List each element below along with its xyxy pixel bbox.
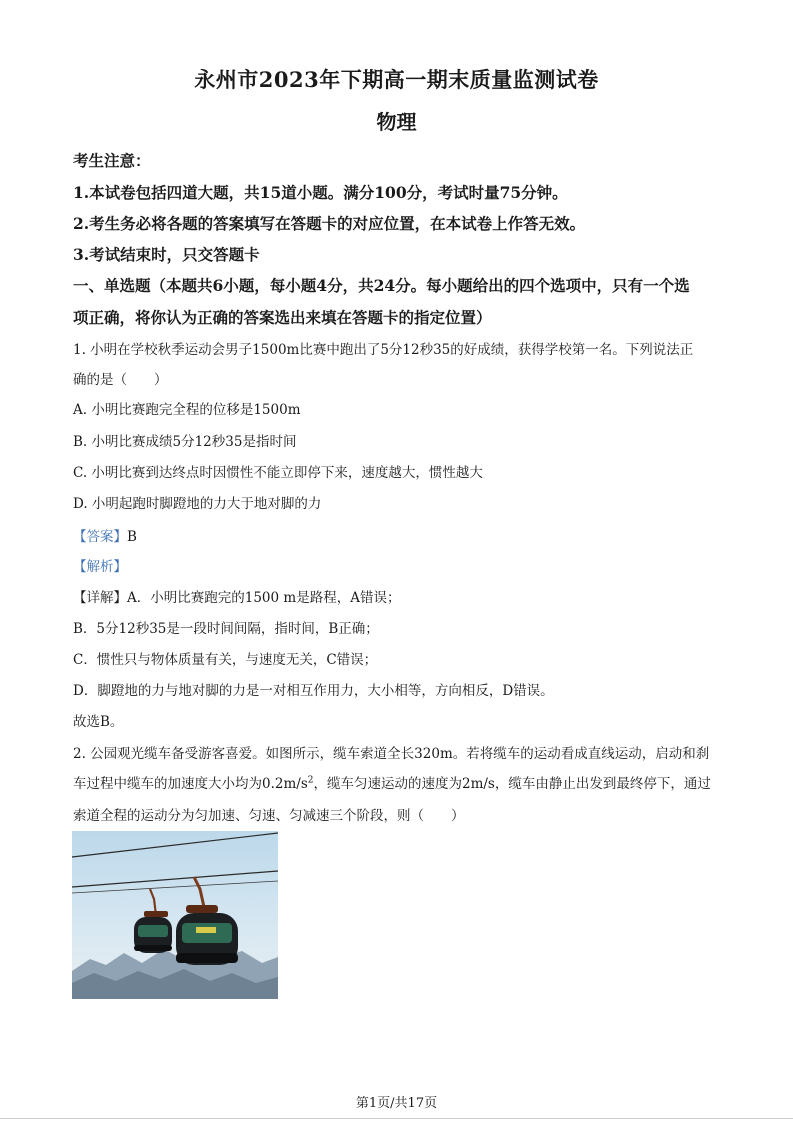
option-b: B. 小明比赛成绩5分12秒35是指时间 — [73, 434, 297, 450]
option-d: D. 小明起跑时脚蹬地的力大于地对脚的力 — [73, 496, 322, 512]
cable-car-photo — [72, 831, 278, 999]
conclusion: 故选B。 — [73, 714, 124, 730]
section-heading-cont: 项正确，将你认为正确的答案选出来填在答题卡的指定位置） — [73, 308, 492, 327]
answer-line — [73, 525, 723, 545]
notice-heading: 考生注意： — [73, 151, 151, 170]
question-stem: 1. 小明在学校秋季运动会男子1500m比赛中跑出了5分12秒35的好成绩，获得学校第一名。下列说法正 — [73, 342, 694, 358]
detail-line: B．5分12秒35是一段时间间隔，指时间，B正确； — [73, 621, 379, 637]
detail-line: 【详解】A．小明比赛跑完的1500 m是路程，A错误； — [73, 590, 401, 606]
bottom-divider — [0, 1118, 793, 1119]
page-subtitle: 物理 — [376, 110, 417, 134]
question-stem-cont: 车过程中缆车的加速度大小均为$0.2m/s^2$，缆车匀速运动的速度为2m/s，缆车由静止出发到最终停下，通过 — [73, 775, 711, 792]
page-number: 第1页/共17页 — [355, 1096, 438, 1111]
answer-value: B — [127, 529, 137, 545]
section-heading: 一、单选题（本题共6小题，每小题4分，共24分。每小题给出的四个选项中，只有一个选 — [73, 276, 690, 295]
detail-line: D．脚蹬地的力与地对脚的力是一对相互作用力，大小相等，方向相反，D错误。 — [73, 683, 554, 699]
option-a: A. 小明比赛跑完全程的位移是1500m — [73, 402, 301, 418]
detail-line: C．惯性只与物体质量有关，与速度无关，C错误； — [73, 652, 378, 668]
question-stem: 2. 公园观光缆车备受游客喜爱。如图所示，缆车索道全长320m。若将缆车的运动看成直线运动，启动和刹 — [73, 746, 710, 762]
page-title: 永州市2023年下期高一期末质量监测试卷 — [194, 67, 599, 92]
answer-label: 【答案】 — [73, 529, 127, 545]
analysis-label: 【解析】 — [73, 559, 127, 575]
question-stem-cont: 索道全程的运动分为匀加速、匀速、匀减速三个阶段，则（ ） — [73, 808, 465, 824]
question-stem-cont: 确的是（ ） — [73, 372, 168, 388]
option-c: C. 小明比赛到达终点时因惯性不能立即停下来，速度越大，惯性越大 — [73, 465, 483, 481]
notice-item: 3.考试结束时，只交答题卡 — [73, 245, 260, 264]
notice-item: 1.本试卷包括四道大题，共15道小题。满分100分，考试时量75分钟。 — [73, 183, 568, 202]
notice-item: 2.考生务必将各题的答案填写在答题卡的对应位置，在本试卷上作答无效。 — [73, 214, 586, 233]
